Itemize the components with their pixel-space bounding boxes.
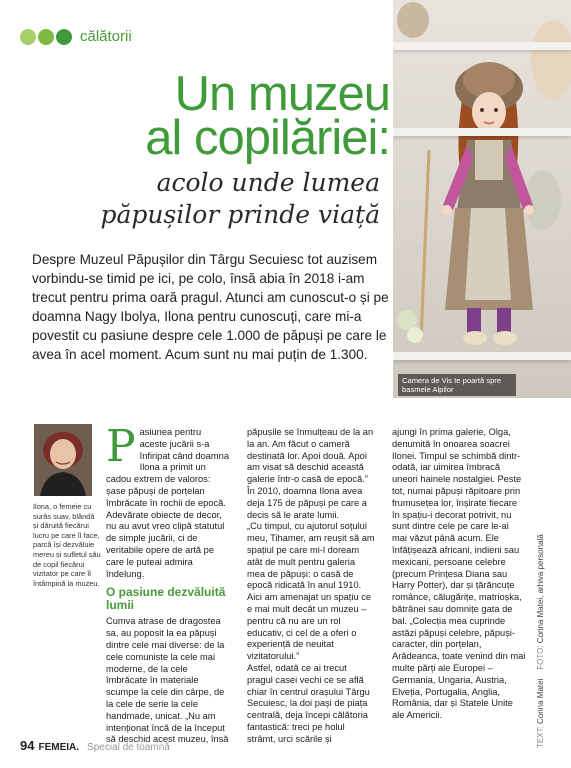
- article-column-3: [392, 427, 526, 722]
- section-label: călătorii: [80, 28, 132, 45]
- article-column-2: [247, 427, 375, 746]
- title-line-1: Un muzeu: [174, 67, 390, 121]
- section-tag: [20, 28, 132, 45]
- title-line-2: al copilăriei:: [145, 111, 390, 165]
- credit-author: Corina Matei: [536, 678, 545, 724]
- green-dot-icon: [20, 29, 36, 45]
- article-title: [60, 67, 390, 165]
- shelf: [393, 128, 571, 136]
- paragraph: „Cu timpul, cu ajutorul soțului meu, Tihamer, am reușit să am spațiul pe care mi-l doream atât de mult pentru galeria mea de păpuși: o casă de epocă ridicată în anul 1910. Aici am amenajat un spațiu ce e mai mult decât un muzeu – pentru că nu are un rol educativ, ci cel de a oferi o experiență de neuitat vizitatorului.”: [247, 521, 375, 662]
- page-number: 94: [20, 738, 35, 753]
- paragraph: păpușile se înmulțeau de la an la an. Am făcut o cameră destinată lor. Apoi două. Apoi am visat să deschid această galerie într-o casă de epocă.” În 2010, doamna Ilona avea deja 175 de păpuși pe care a decis să le arate lumii.: [247, 427, 374, 520]
- green-dot-icon: [56, 29, 72, 45]
- page-footer: [20, 738, 170, 753]
- credit-label: FOTO:: [536, 645, 545, 670]
- portrait-photo: [34, 424, 92, 496]
- portrait-illustration: [34, 424, 92, 496]
- shelf: [393, 352, 571, 360]
- credit-label: TEXT:: [536, 726, 545, 748]
- paragraph: Cumva atrase de dragostea sa, au poposit la ea păpuși dintre cele mai diverse: de la cele comuniste la cele mai moderne, de la cele îmbrăcate în materiale scumpe la cele din cârpe, de la cele de serie la cele handmade, unicat. „Nu am intenționat încă de la început să deschid acest muzeu, însă: [106, 616, 229, 745]
- credits: [536, 534, 545, 748]
- drop-cap: P: [106, 421, 136, 472]
- article-column-1: [106, 421, 230, 746]
- photo-caption: Camera de Vis te poartă spre basmele Alpilor: [398, 374, 516, 396]
- green-dot-icon: [38, 29, 54, 45]
- subtitle-line-2: păpușilor prinde viață: [100, 200, 380, 229]
- edition-label: Special de toamnă: [87, 742, 170, 753]
- paragraph: asiunea pentru aceste jucării s-a înfiripat când doamna Ilona a primit un cadou extrem de valoros: șase păpuși de porțelan îmbrăcate în rochii de epocă. Adevărate obiecte de decor, nu au avut vreo clipă statutul de simple jucării, ci de veritabile opere de artă pe care le puteai admira îndelung.: [106, 427, 230, 579]
- doll-illustration: [393, 0, 571, 398]
- intro-paragraph: Despre Muzeul Păpușilor din Târgu Secuiesc tot auzisem vorbindu-se timid pe ici, pe colo, însă abia în 2018 i-am trecut pentru prima oară pragul. Atunci am cunoscut-o și pe doamna Nagy Ibolya, Ilona pentru cunoscuți, care mi-a povestit cu pasiune despre cele 1.000 de păpuși pe care le avea în acel moment. Acum sunt nu mai puțin de 1.300.: [32, 252, 389, 362]
- doll-photo: [393, 0, 571, 398]
- credit-photo-author: Corina Matei, arhiva personală: [536, 534, 545, 644]
- magazine-name: FEMEIA.: [38, 742, 80, 753]
- section-heading: O pasiune dezvăluită lumii: [106, 585, 226, 613]
- shelf: [393, 42, 571, 50]
- subtitle-line-1: acolo unde lumea: [156, 168, 380, 197]
- paragraph: Astfel, odată ce ai trecut pragul casei vechi ce se află chiar în centrul orașului Târgu Secuiesc, la doi pași de piața centrală, deja începi călătoria fantastică: treci pe holul strâmt, urci scările și: [247, 662, 370, 744]
- paragraph: ajungi în prima galerie, Olga, denumită în onoarea soacrei Ilonei. Timpul se schimbă dintr-odată, iar uimirea îmbracă uneori hainele nostalgiei. Peste tot, numai păpuși răpitoare prin frumusețea lor, înșirate fiecare în spațiu-i decorat potrivit, nu sunt dintre cele pe care le-ai mai văzut până acum. Ele înfățișează africani, indieni sau mexicani, persoane celebre (precum Prințesa Diana sau Harry Potter), dar și țărăncuțe românce, călugărițe, matrioșka, bătrânei sau domnițe gata de bal. „Colecția mea cuprinde astăzi păpuși celebre, păpuși-caracter, din porțelan, Arădeanca, toate venind din mai multe părți ale Europei – Germania, Ungaria, Austria, Elveția, Portugalia, Anglia, România, dar și Statele Unite ale Americii.: [392, 427, 526, 721]
- portrait-caption: Ilona, o femeie cu surâs suav, blândă și dăruită fiecărui lucru pe care îl face, parcă își dezvăluie mereu și sufletul său de copil fiecărui vizitator pe care îl întâmpină la muzeu.: [33, 502, 101, 588]
